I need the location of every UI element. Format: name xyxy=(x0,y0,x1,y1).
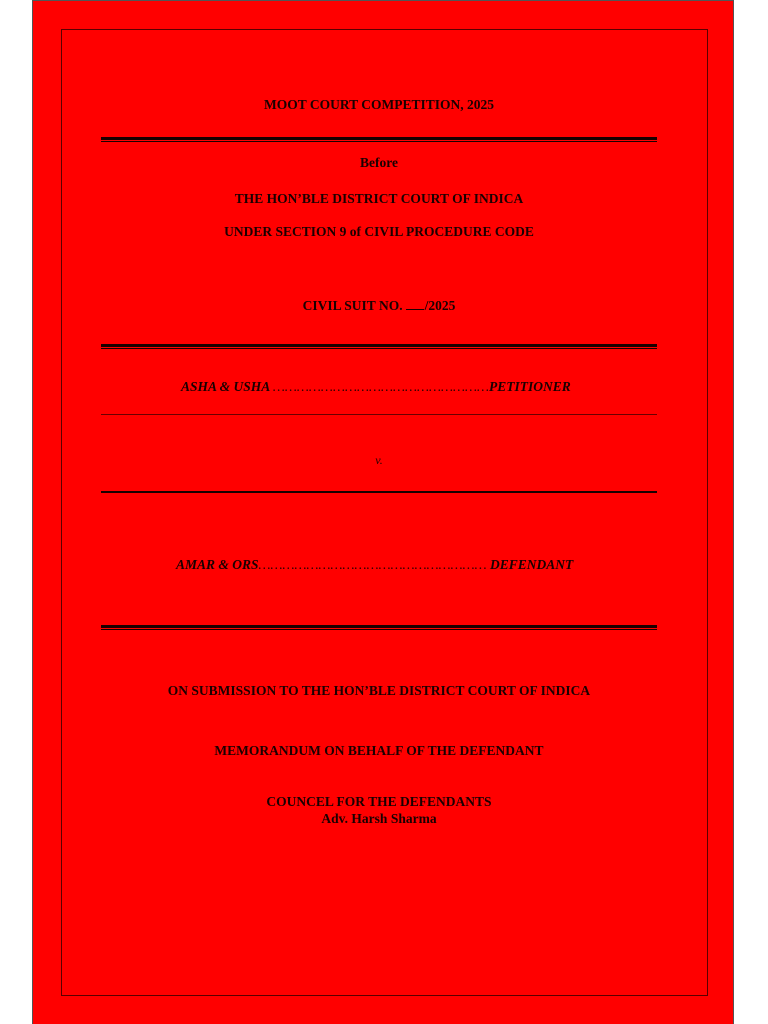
petitioner-name: ASHA & USHA xyxy=(181,379,270,394)
counsel-title: COUNCEL FOR THE DEFENDANTS xyxy=(266,794,492,809)
versus-label: v. xyxy=(375,453,383,467)
defendant-dots: ………………………………………………… xyxy=(258,557,487,572)
suit-number xyxy=(101,298,657,314)
defendant-role: DEFENDANT xyxy=(489,557,574,572)
section-reference: UNDER SECTION 9 of CIVIL PROCEDURE CODE xyxy=(224,224,534,239)
defendant-name: AMAR & ORS xyxy=(176,557,259,572)
cover-page xyxy=(32,0,734,1024)
divider-after-suit xyxy=(101,344,657,349)
divider-top xyxy=(101,137,657,142)
petitioner-role: PETITIONER xyxy=(489,379,571,394)
page-border-frame xyxy=(61,29,708,996)
divider-petitioner xyxy=(101,414,657,415)
counsel-name: Adv. Harsh Sharma xyxy=(321,811,437,826)
suit-number-prefix: CIVIL SUIT NO. xyxy=(302,298,403,313)
suit-number-blank xyxy=(406,299,424,310)
petitioner-line xyxy=(181,379,571,395)
petitioner-dots: ……………………………………………… xyxy=(272,379,489,394)
competition-title: MOOT COURT COMPETITION, 2025 xyxy=(263,97,495,112)
divider-after-defendant xyxy=(101,625,657,630)
court-name: THE HON’BLE DISTRICT COURT OF INDICA xyxy=(234,191,524,206)
defendant-line xyxy=(176,557,573,573)
before-label: Before xyxy=(360,155,398,170)
memorandum-title: MEMORANDUM ON BEHALF OF THE DEFENDANT xyxy=(214,743,544,758)
suit-number-suffix: /2025 xyxy=(424,298,456,313)
divider-versus xyxy=(101,491,657,493)
submission-line: ON SUBMISSION TO THE HON’BLE DISTRICT COURT OF INDICA xyxy=(167,683,591,698)
